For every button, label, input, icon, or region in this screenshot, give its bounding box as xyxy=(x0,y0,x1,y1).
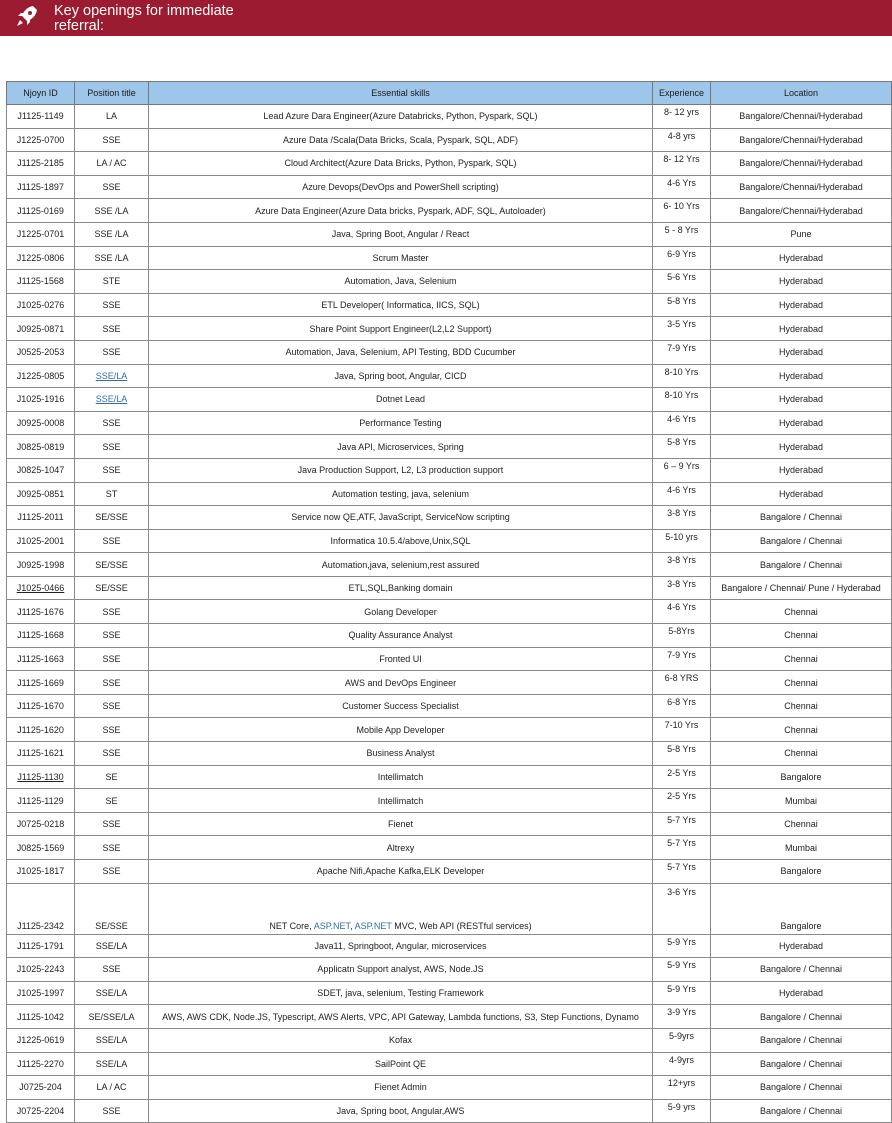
table-row xyxy=(7,1005,892,1029)
cell-location: Bangalore/Chennai/Hyderabad xyxy=(711,105,892,129)
cell-id: J0925-0008 xyxy=(7,411,75,435)
cell-id: J1125-1149 xyxy=(7,105,75,129)
cell-skills: Quality Assurance Analyst xyxy=(149,624,653,648)
table-row xyxy=(7,883,892,934)
cell-location: Bangalore / Chennai xyxy=(711,958,892,982)
cell-location: Chennai xyxy=(711,694,892,718)
table-row xyxy=(7,388,892,412)
cell-id: J0525-2053 xyxy=(7,340,75,364)
spacer xyxy=(0,36,892,81)
cell-skills: Java, Spring Boot, Angular / React xyxy=(149,222,653,246)
position-link[interactable]: SSE/LA xyxy=(95,370,128,381)
cell-experience: 5-8 Yrs xyxy=(653,293,711,317)
cell-skills: Altrexy xyxy=(149,836,653,860)
cell-skills: Scrum Master xyxy=(149,246,653,270)
cell-id: J1125-2342 xyxy=(7,883,75,934)
cell-position: SSE xyxy=(75,175,149,199)
cell-location: Hyderabad xyxy=(711,364,892,388)
cell-position: SSE/LA xyxy=(75,934,149,958)
cell-id: J1125-1676 xyxy=(7,600,75,624)
cell-id: J1125-1620 xyxy=(7,718,75,742)
cell-position: SSE xyxy=(75,600,149,624)
cell-position: SSE xyxy=(75,671,149,695)
col-header-location: Location xyxy=(711,82,892,105)
cell-position: SSE xyxy=(75,128,149,152)
cell-position: SSE/LA xyxy=(75,981,149,1005)
cell-location: Chennai xyxy=(711,600,892,624)
table-row xyxy=(7,600,892,624)
cell-id: J1125-1129 xyxy=(7,789,75,813)
cell-position: SSE xyxy=(75,458,149,482)
cell-id: J0925-0871 xyxy=(7,317,75,341)
cell-skills: Automation, Java, Selenium xyxy=(149,270,653,294)
cell-id: J1225-0805 xyxy=(7,364,75,388)
cell-location: Hyderabad xyxy=(711,458,892,482)
cell-skills: ETL Developer( Informatica, IICS, SQL) xyxy=(149,293,653,317)
cell-id: J1125-1670 xyxy=(7,694,75,718)
cell-experience: 8- 12 yrs xyxy=(653,105,711,129)
table-row xyxy=(7,246,892,270)
openings-table xyxy=(6,81,892,1123)
cell-skills: Kofax xyxy=(149,1028,653,1052)
table-row xyxy=(7,482,892,506)
cell-location: Bangalore/Chennai/Hyderabad xyxy=(711,175,892,199)
table-row xyxy=(7,340,892,364)
cell-experience: 5-8 Yrs xyxy=(653,435,711,459)
cell-position: SSE xyxy=(75,694,149,718)
cell-skills: SailPoint QE xyxy=(149,1052,653,1076)
cell-location: Bangalore / Chennai xyxy=(711,1052,892,1076)
cell-skills: Java11, Springboot, Angular, microservices xyxy=(149,934,653,958)
cell-id: J1125-1042 xyxy=(7,1005,75,1029)
cell-skills: AWS, AWS CDK, Node.JS, Typescript, AWS Alerts, VPC, API Gateway, Lambda functions, S3, Step Functions, Dynamo xyxy=(149,1005,653,1029)
cell-id: J1125-1663 xyxy=(7,647,75,671)
cell-skills: Lead Azure Dara Engineer(Azure Databricks, Python, Pyspark, SQL) xyxy=(149,105,653,129)
cell-location: Hyderabad xyxy=(711,482,892,506)
cell-position: SSE /LA xyxy=(75,222,149,246)
table-row xyxy=(7,270,892,294)
cell-location: Bangalore/Chennai/Hyderabad xyxy=(711,152,892,176)
cell-experience: 6 – 9 Yrs xyxy=(653,458,711,482)
cell-experience: 3-8 Yrs xyxy=(653,553,711,577)
cell-skills: Customer Success Specialist xyxy=(149,694,653,718)
cell-experience: 5-9 Yrs xyxy=(653,958,711,982)
table-header-row xyxy=(7,82,892,105)
cell-id: J0725-0218 xyxy=(7,812,75,836)
cell-skills: Share Point Support Engineer(L2,L2 Support) xyxy=(149,317,653,341)
table-row xyxy=(7,981,892,1005)
table-row xyxy=(7,934,892,958)
cell-id: J0925-0851 xyxy=(7,482,75,506)
cell-skills: AWS and DevOps Engineer xyxy=(149,671,653,695)
cell-position: SSE/LA xyxy=(75,1028,149,1052)
cell-id xyxy=(7,576,75,600)
col-header-position: Position title xyxy=(75,82,149,105)
rocket-icon xyxy=(14,3,40,29)
cell-position: SE/SSE xyxy=(75,576,149,600)
skill-text: MVC, Web API (RESTful services) xyxy=(391,920,532,931)
cell-id: J1125-0169 xyxy=(7,199,75,223)
cell-location: Mumbai xyxy=(711,789,892,813)
cell-position: SSE xyxy=(75,435,149,459)
cell-location: Hyderabad xyxy=(711,317,892,341)
cell-skills: Intellimatch xyxy=(149,765,653,789)
cell-skills: Automation, Java, Selenium, API Testing, BDD Cucumber xyxy=(149,340,653,364)
cell-location: Bangalore / Chennai xyxy=(711,1028,892,1052)
table-row xyxy=(7,647,892,671)
table-row xyxy=(7,576,892,600)
cell-location: Bangalore xyxy=(711,860,892,884)
njoyn-id-link[interactable]: J1025-0466 xyxy=(16,583,65,594)
table-row xyxy=(7,765,892,789)
table-row xyxy=(7,1099,892,1123)
cell-position: SE/SSE xyxy=(75,506,149,530)
cell-id: J1125-1791 xyxy=(7,934,75,958)
cell-id: J1125-1568 xyxy=(7,270,75,294)
aspnet-link[interactable]: ASP.NET xyxy=(313,920,351,931)
header-banner xyxy=(0,0,892,36)
table-row xyxy=(7,317,892,341)
cell-location: Hyderabad xyxy=(711,388,892,412)
cell-location: Hyderabad xyxy=(711,411,892,435)
cell-experience: 7-10 Yrs xyxy=(653,718,711,742)
cell-id: J0825-0819 xyxy=(7,435,75,459)
cell-location: Chennai xyxy=(711,624,892,648)
table-row xyxy=(7,694,892,718)
cell-experience: 6-9 Yrs xyxy=(653,246,711,270)
cell-skills: Apache Nifi,Apache Kafka,ELK Developer xyxy=(149,860,653,884)
cell-position: SSE xyxy=(75,860,149,884)
cell-id: J1225-0700 xyxy=(7,128,75,152)
cell-experience: 5 - 8 Yrs xyxy=(653,222,711,246)
cell-skills: Intellimatch xyxy=(149,789,653,813)
cell-location: Bangalore / Chennai/ Pune / Hyderabad xyxy=(711,576,892,600)
cell-id: J1225-0619 xyxy=(7,1028,75,1052)
table-row xyxy=(7,1028,892,1052)
cell-location: Bangalore / Chennai xyxy=(711,529,892,553)
cell-experience: 8-10 Yrs xyxy=(653,364,711,388)
cell-skills: Dotnet Lead xyxy=(149,388,653,412)
table-row xyxy=(7,529,892,553)
cell-skills: Cloud Architect(Azure Data Bricks, Python, Pyspark, SQL) xyxy=(149,152,653,176)
table-row xyxy=(7,671,892,695)
cell-position: LA xyxy=(75,105,149,129)
cell-location: Chennai xyxy=(711,718,892,742)
cell-location: Hyderabad xyxy=(711,293,892,317)
aspnet-link[interactable]: ASP.NET xyxy=(354,920,392,931)
table-row xyxy=(7,506,892,530)
cell-experience: 3-6 Yrs xyxy=(653,883,711,934)
cell-position: SE/SSE xyxy=(75,883,149,934)
cell-position: SE/SSE/LA xyxy=(75,1005,149,1029)
cell-experience: 5-8 Yrs xyxy=(653,742,711,766)
cell-id: J0825-1569 xyxy=(7,836,75,860)
cell-experience: 5-7 Yrs xyxy=(653,860,711,884)
cell-location: Bangalore / Chennai xyxy=(711,1076,892,1100)
cell-id: J0925-1998 xyxy=(7,553,75,577)
cell-skills: Service now QE,ATF, JavaScript, ServiceNow scripting xyxy=(149,506,653,530)
cell-skills: ETL,SQL,Banking domain xyxy=(149,576,653,600)
cell-id: J0725-204 xyxy=(7,1076,75,1100)
cell-experience: 5-7 Yrs xyxy=(653,836,711,860)
position-link[interactable]: SSE/LA xyxy=(95,394,128,405)
cell-id: J1225-0701 xyxy=(7,222,75,246)
table-row xyxy=(7,812,892,836)
cell-experience: 4-6 Yrs xyxy=(653,411,711,435)
table-row xyxy=(7,742,892,766)
cell-location: Pune xyxy=(711,222,892,246)
cell-position: SSE xyxy=(75,836,149,860)
cell-experience: 2-5 Yrs xyxy=(653,765,711,789)
cell-position: LA / AC xyxy=(75,152,149,176)
cell-skills: Java, Spring boot, Angular, CICD xyxy=(149,364,653,388)
cell-location: Bangalore xyxy=(711,765,892,789)
cell-id xyxy=(7,765,75,789)
table-row xyxy=(7,1076,892,1100)
cell-location: Hyderabad xyxy=(711,981,892,1005)
cell-experience: 2-5 Yrs xyxy=(653,789,711,813)
cell-position xyxy=(75,388,149,412)
cell-position: SSE/LA xyxy=(75,1052,149,1076)
cell-skills: Golang Developer xyxy=(149,600,653,624)
cell-experience: 6-8 Yrs xyxy=(653,694,711,718)
cell-skills: SDET, java, selenium, Testing Framework xyxy=(149,981,653,1005)
table-row xyxy=(7,175,892,199)
table-row xyxy=(7,1052,892,1076)
cell-id: J1125-2270 xyxy=(7,1052,75,1076)
cell-experience: 7-9 Yrs xyxy=(653,340,711,364)
table-row xyxy=(7,364,892,388)
cell-skills: Java Production Support, L2, L3 production support xyxy=(149,458,653,482)
table-row xyxy=(7,411,892,435)
cell-position: SSE xyxy=(75,340,149,364)
cell-location: Hyderabad xyxy=(711,435,892,459)
cell-skills: Applicatn Support analyst, AWS, Node.JS xyxy=(149,958,653,982)
cell-skills: Automation testing, java, selenium xyxy=(149,482,653,506)
cell-id: J1125-1897 xyxy=(7,175,75,199)
cell-skills: Java API, Microservices, Spring xyxy=(149,435,653,459)
cell-experience: 6-8 YRS xyxy=(653,671,711,695)
cell-experience: 4-9yrs xyxy=(653,1052,711,1076)
col-header-skills: Essential skills xyxy=(149,82,653,105)
cell-experience: 4-6 Yrs xyxy=(653,482,711,506)
col-header-id: Njoyn ID xyxy=(7,82,75,105)
cell-skills: Azure Data /Scala(Data Bricks, Scala, Pyspark, SQL, ADF) xyxy=(149,128,653,152)
cell-location: Bangalore / Chennai xyxy=(711,553,892,577)
cell-experience: 12+yrs xyxy=(653,1076,711,1100)
skill-text: NET Core, xyxy=(269,920,314,931)
cell-experience: 5-7 Yrs xyxy=(653,812,711,836)
cell-experience: 8- 12 Yrs xyxy=(653,152,711,176)
cell-id: J1025-2001 xyxy=(7,529,75,553)
cell-position: SSE xyxy=(75,411,149,435)
cell-skills: Business Analyst xyxy=(149,742,653,766)
cell-location: Hyderabad xyxy=(711,270,892,294)
skill-text: , xyxy=(350,920,355,931)
cell-position: SSE xyxy=(75,958,149,982)
cell-skills: Fienet Admin xyxy=(149,1076,653,1100)
cell-position: SSE xyxy=(75,529,149,553)
cell-position: ST xyxy=(75,482,149,506)
cell-location: Bangalore/Chennai/Hyderabad xyxy=(711,199,892,223)
cell-experience: 6- 10 Yrs xyxy=(653,199,711,223)
cell-experience: 5-9 yrs xyxy=(653,1099,711,1123)
cell-location: Chennai xyxy=(711,812,892,836)
cell-experience: 3-9 Yrs xyxy=(653,1005,711,1029)
cell-experience: 4-6 Yrs xyxy=(653,175,711,199)
cell-position: SSE /LA xyxy=(75,199,149,223)
cell-id: J1125-1669 xyxy=(7,671,75,695)
cell-skills: Fronted UI xyxy=(149,647,653,671)
cell-id: J1125-2011 xyxy=(7,506,75,530)
njoyn-id-link[interactable]: J1125-1130 xyxy=(17,771,64,782)
cell-skills: Informatica 10.5.4/above,Unix,SQL xyxy=(149,529,653,553)
cell-location: Hyderabad xyxy=(711,340,892,364)
cell-experience: 5-9 Yrs xyxy=(653,934,711,958)
cell-experience: 3-8 Yrs xyxy=(653,576,711,600)
cell-location: Mumbai xyxy=(711,836,892,860)
cell-position: SSE xyxy=(75,293,149,317)
cell-position xyxy=(75,364,149,388)
cell-location: Chennai xyxy=(711,647,892,671)
page-title xyxy=(54,4,234,34)
cell-id: J1025-1817 xyxy=(7,860,75,884)
cell-position: LA / AC xyxy=(75,1076,149,1100)
cell-skills: Performance Testing xyxy=(149,411,653,435)
cell-experience: 3-8 Yrs xyxy=(653,506,711,530)
cell-experience: 4-6 Yrs xyxy=(653,600,711,624)
cell-experience: 5-10 yrs xyxy=(653,529,711,553)
cell-skills: Fienet xyxy=(149,812,653,836)
table-row xyxy=(7,128,892,152)
table-row xyxy=(7,105,892,129)
cell-experience: 5-6 Yrs xyxy=(653,270,711,294)
cell-skills: Mobile App Developer xyxy=(149,718,653,742)
cell-id: J0725-2204 xyxy=(7,1099,75,1123)
cell-location: Bangalore / Chennai xyxy=(711,1099,892,1123)
cell-location: Hyderabad xyxy=(711,246,892,270)
cell-position: SSE xyxy=(75,317,149,341)
cell-location: Bangalore / Chennai xyxy=(711,506,892,530)
cell-experience: 8-10 Yrs xyxy=(653,388,711,412)
cell-experience: 4-8 yrs xyxy=(653,128,711,152)
table-row xyxy=(7,152,892,176)
cell-id: J1025-1916 xyxy=(7,388,75,412)
table-row xyxy=(7,222,892,246)
cell-id: J1125-1668 xyxy=(7,624,75,648)
cell-position: SE/SSE xyxy=(75,553,149,577)
table-row xyxy=(7,958,892,982)
cell-skills: Azure Devops(DevOps and PowerShell scripting) xyxy=(149,175,653,199)
cell-position: SE xyxy=(75,765,149,789)
cell-location: Bangalore / Chennai xyxy=(711,1005,892,1029)
cell-skills: Azure Data Engineer(Azure Data bricks, Pyspark, ADF, SQL, Autoloader) xyxy=(149,199,653,223)
cell-location: Chennai xyxy=(711,742,892,766)
cell-position: SSE xyxy=(75,647,149,671)
cell-position: STE xyxy=(75,270,149,294)
cell-skills: Automation,java, selenium,rest assured xyxy=(149,553,653,577)
title-line-2: referral: xyxy=(54,18,104,34)
cell-position: SSE xyxy=(75,812,149,836)
cell-id: J1125-1621 xyxy=(7,742,75,766)
cell-id: J1125-2185 xyxy=(7,152,75,176)
table-row xyxy=(7,624,892,648)
col-header-experience: Experience xyxy=(653,82,711,105)
cell-skills xyxy=(149,883,653,934)
cell-position: SE xyxy=(75,789,149,813)
table-row xyxy=(7,553,892,577)
cell-location: Bangalore/Chennai/Hyderabad xyxy=(711,128,892,152)
cell-id: J0825-1047 xyxy=(7,458,75,482)
cell-location: Bangalore xyxy=(711,883,892,934)
table-row xyxy=(7,789,892,813)
table-row xyxy=(7,458,892,482)
cell-position: SSE xyxy=(75,1099,149,1123)
cell-experience: 5-9yrs xyxy=(653,1028,711,1052)
cell-position: SSE xyxy=(75,718,149,742)
table-row xyxy=(7,435,892,459)
cell-id: J1225-0806 xyxy=(7,246,75,270)
cell-id: J1025-0276 xyxy=(7,293,75,317)
cell-skills: Java, Spring boot, Angular,AWS xyxy=(149,1099,653,1123)
cell-experience: 5-9 Yrs xyxy=(653,981,711,1005)
cell-position: SSE /LA xyxy=(75,246,149,270)
cell-experience: 5-8Yrs xyxy=(653,624,711,648)
table-row xyxy=(7,860,892,884)
title-line-1: Key openings for immediate xyxy=(54,3,234,19)
table-row xyxy=(7,199,892,223)
table-row xyxy=(7,836,892,860)
cell-position: SSE xyxy=(75,624,149,648)
table-row xyxy=(7,718,892,742)
cell-position: SSE xyxy=(75,742,149,766)
cell-location: Chennai xyxy=(711,671,892,695)
cell-experience: 3-5 Yrs xyxy=(653,317,711,341)
cell-id: J1025-1997 xyxy=(7,981,75,1005)
table-row xyxy=(7,293,892,317)
cell-location: Hyderabad xyxy=(711,934,892,958)
cell-id: J1025-2243 xyxy=(7,958,75,982)
cell-experience: 7-9 Yrs xyxy=(653,647,711,671)
